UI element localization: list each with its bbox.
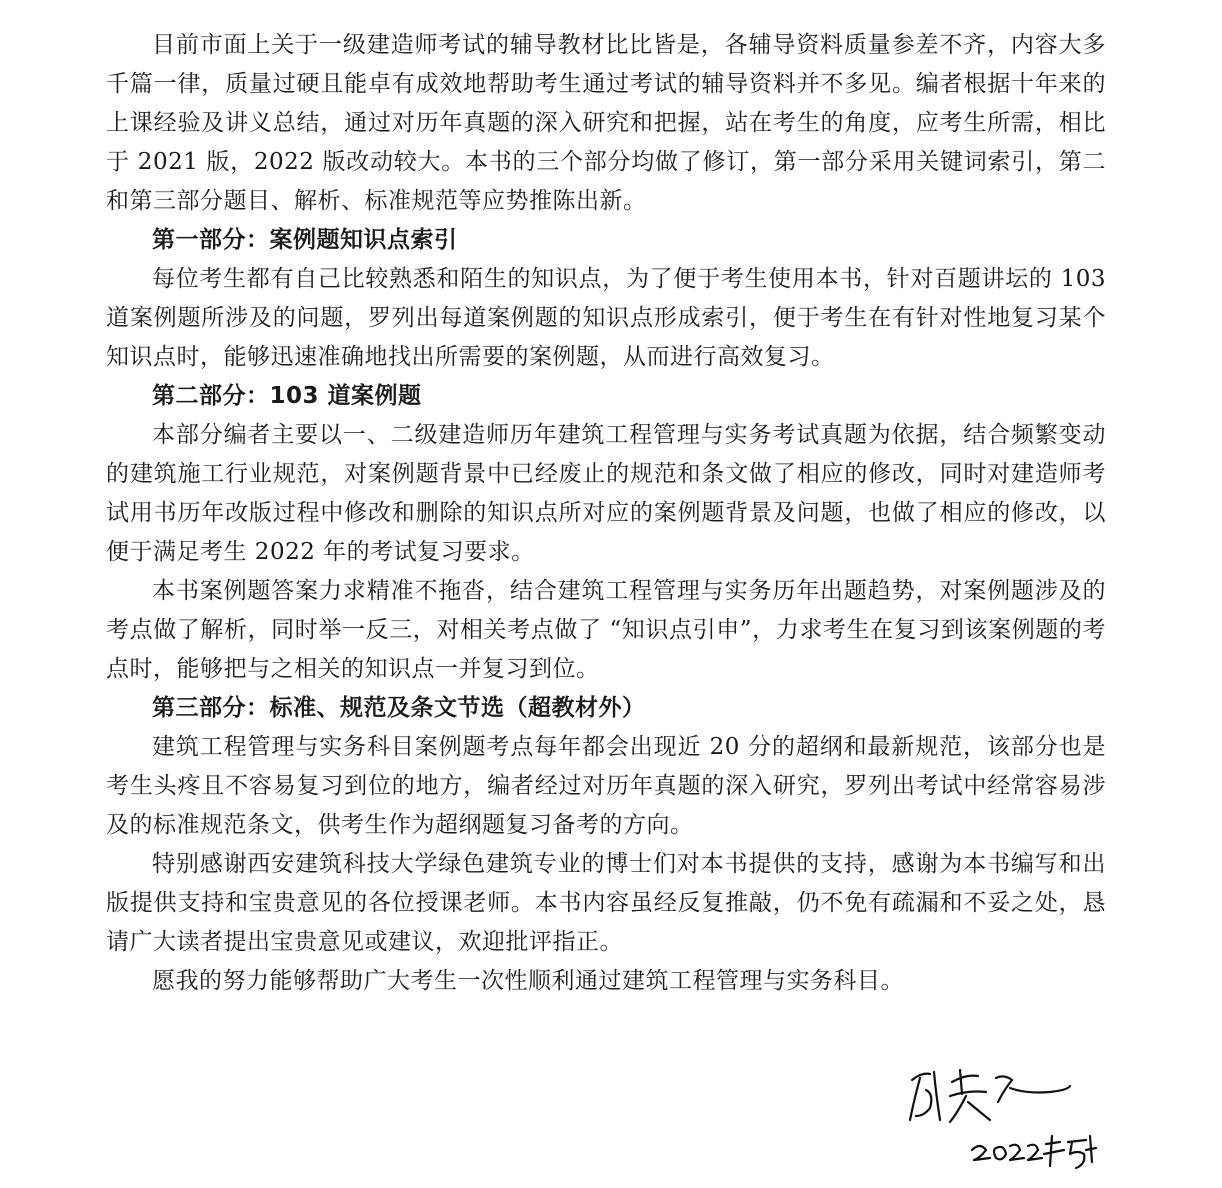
thanks-paragraph: 特别感谢西安建筑科技大学绿色建筑专业的博士们对本书提供的支持，感谢为本书编写和出版提供支持和宝贵意见的各位授课老师。本书内容虽经反复推敲，仍不免有疏漏和不妥之处，恳请广大读者提出宝贵意见或建议，欢迎批评指正。	[106, 851, 1106, 955]
part1-paragraph: 每位考生都有自己比较熟悉和陌生的知识点，为了便于考生使用本书，针对百题讲坛的 103 道案例题所涉及的问题，罗列出每道案例题的知识点形成索引，便于考生在有针对性地复习某个知识点时，能够迅速准确地找出所需要的案例题，从而进行高效复习。	[106, 266, 1106, 370]
intro-paragraph: 目前市面上关于一级建造师考试的辅导教材比比皆是，各辅导资料质量参差不齐，内容大多千篇一律，质量过硬且能卓有成效地帮助考生通过考试的辅导资料并不多见。编者根据十年来的上课经验及讲义总结，通过对历年真题的深入研究和把握，站在考生的角度，应考生所需，相比于 2021 版，2022 版改动较大。本书的三个部分均做了修订，第一部分采用关键词索引，第二和第三部分题目、解析、标准规范等应势推陈出新。	[106, 32, 1106, 214]
part3-heading: 第三部分：标准、规范及条文节选（超教材外）	[152, 695, 646, 721]
part2-paragraph-2: 本书案例题答案力求精准不拖沓，结合建筑工程管理与实务历年出题趋势，对案例题涉及的考点做了解析，同时举一反三，对相关考点做了 “知识点引申”，力求考生在复习到该案例题的考点时，能够把与之相关的知识点一并复习到位。	[106, 578, 1106, 682]
preface-body	[106, 26, 1106, 1001]
part3-paragraph: 建筑工程管理与实务科目案例题考点每年都会出现近 20 分的超纲和最新规范，该部分也是考生头疼且不容易复习到位的地方，编者经过对历年真题的深入研究，罗列出考试中经常容易涉及的标准规范条文，供考生作为超纲题复习备考的方向。	[106, 734, 1106, 838]
closing-paragraph: 愿我的努力能够帮助广大考生一次性顺利通过建筑工程管理与实务科目。	[152, 968, 904, 994]
signature-icon	[900, 1050, 1120, 1175]
handwritten-signature	[900, 1050, 1120, 1175]
part1-heading: 第一部分：案例题知识点索引	[152, 227, 458, 253]
part2-paragraph-1: 本部分编者主要以一、二级建造师历年建筑工程管理与实务考试真题为依据，结合频繁变动的建筑施工行业规范，对案例题背景中已经废止的规范和条文做了相应的修改，同时对建造师考试用书历年改版过程中修改和删除的知识点所对应的案例题背景及问题，也做了相应的修改，以便于满足考生 2022 年的考试复习要求。	[106, 422, 1106, 565]
part2-heading: 第二部分：103 道案例题	[152, 383, 422, 409]
